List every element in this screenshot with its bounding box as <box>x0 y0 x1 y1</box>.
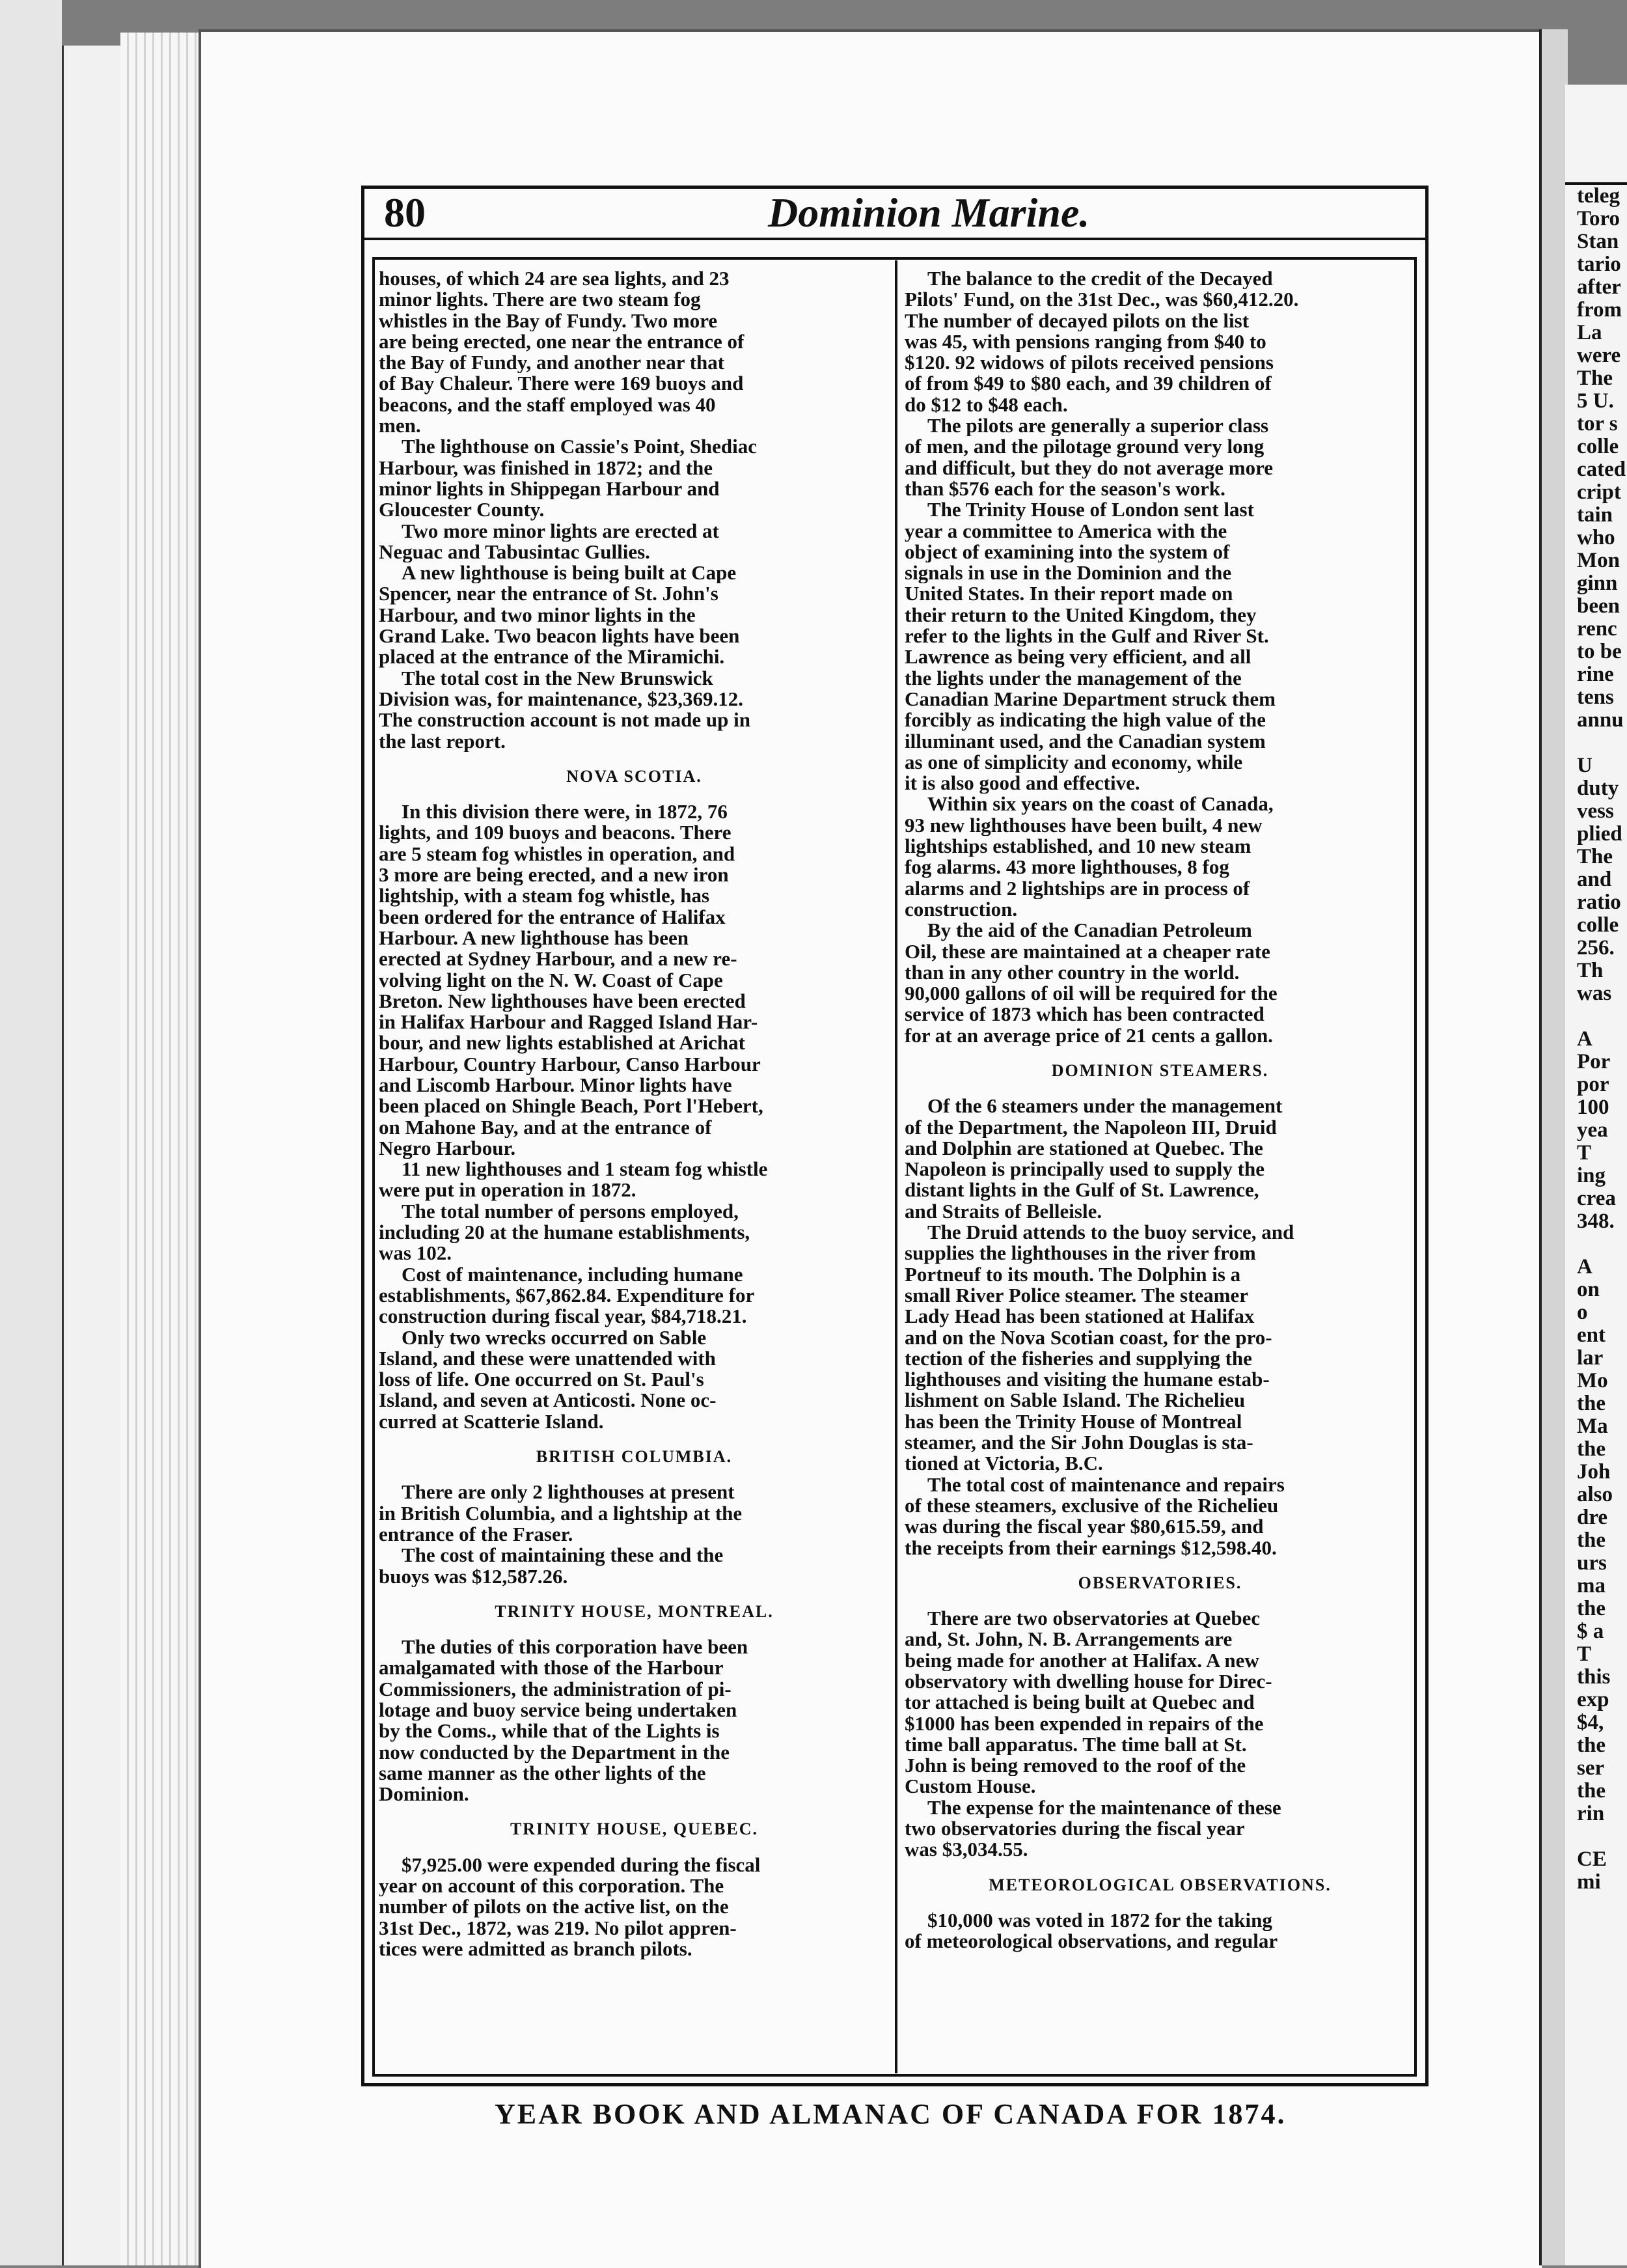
text-line: to be <box>1577 641 1622 663</box>
text-line: mi <box>1577 1871 1601 1894</box>
text-line: U <box>1577 754 1593 777</box>
text-line: In this division there were, in 1872, 76 <box>402 801 728 823</box>
text-line: and Straits of Belleisle. <box>905 1200 1102 1223</box>
text-line: distant lights in the Gulf of St. Lawrence, <box>905 1180 1259 1201</box>
text-line: tario <box>1577 253 1621 276</box>
text-line: minor lights. There are two steam fog <box>379 289 701 311</box>
text-line: lar <box>1577 1347 1604 1370</box>
text-line: and Dolphin are stationed at Quebec. The <box>905 1137 1263 1159</box>
text-line: the <box>1577 1438 1606 1461</box>
text-line <box>1565 1233 1627 1256</box>
text-line: of Bay Chaleur. There were 169 buoys and <box>379 373 744 394</box>
text-line: 5 U. <box>1577 390 1614 413</box>
text-line: tices were admitted as branch pilots. <box>379 1938 692 1960</box>
text-line: Lawrence as being very efficient, and all <box>905 646 1251 668</box>
text-line: $1000 has been expended in repairs of the <box>905 1713 1264 1734</box>
text-line: Grand Lake. Two beacon lights have been <box>379 626 740 647</box>
text-line: of meteorological observations, and regular <box>905 1931 1278 1952</box>
text-line: year on account of this corporation. The <box>379 1875 724 1897</box>
text-line: of men, and the pilotage ground very long <box>905 436 1265 458</box>
text-line: by the Coms., while that of the Lights is <box>379 1721 720 1742</box>
text-line: Within six years on the coast of Canada, <box>927 794 1274 815</box>
text-line: The cost of maintaining these and the <box>402 1545 724 1566</box>
facing-page-text <box>1565 182 1627 2203</box>
text-line: 100 <box>1577 1096 1609 1119</box>
text-line: yea <box>1577 1119 1608 1142</box>
text-line: Gloucester County. <box>379 499 545 521</box>
text-line: beacons, and the staff employed was 40 <box>379 394 716 416</box>
text-line: been <box>1577 595 1620 618</box>
text-line: now conducted by the Department in the <box>379 1741 730 1763</box>
text-line: Dominion. <box>379 1784 469 1805</box>
text-line: houses, of which 24 are sea lights, and 23 <box>379 268 730 290</box>
text-line: Napoleon is principally used to supply the <box>905 1159 1265 1180</box>
text-line: 11 new lighthouses and 1 steam fog whistle <box>402 1159 768 1180</box>
text-line: two observatories during the fiscal year <box>905 1818 1245 1840</box>
text-line: the <box>1577 1780 1606 1803</box>
text-line: Lady Head has been stationed at Halifax <box>905 1306 1255 1327</box>
line-spacer <box>898 1594 1415 1608</box>
text-line <box>1565 732 1627 754</box>
line-spacer <box>898 1860 1415 1875</box>
text-line: were put in operation in 1872. <box>379 1180 636 1201</box>
text-line: signals in use in the Dominion and the <box>905 562 1232 584</box>
text-line: the <box>1577 1392 1606 1415</box>
text-line: The lighthouse on Cassie's Point, Shediac <box>402 436 758 458</box>
text-line: construction during fiscal year, $84,718.21. <box>379 1306 747 1327</box>
text-line: also <box>1577 1484 1613 1506</box>
text-line: men. <box>379 415 421 437</box>
text-line: cript <box>1577 481 1621 504</box>
text-line: forcibly as indicating the high value of the <box>905 710 1266 731</box>
text-line: 93 new lighthouses have been built, 4 new <box>905 814 1263 837</box>
line-spacer <box>898 1046 1415 1060</box>
text-line: The number of decayed pilots on the list <box>905 310 1250 331</box>
book-cover-edge <box>62 46 122 2265</box>
text-line: ing <box>1577 1165 1606 1187</box>
text-line: and <box>1577 868 1612 891</box>
text-line: lights, and 109 buoys and beacons. There <box>379 822 731 844</box>
text-line: being made for another at Halifax. A new <box>905 1650 1259 1671</box>
text-line: bour, and new lights established at Arichat <box>379 1032 745 1054</box>
text-line: rin <box>1577 1803 1605 1825</box>
text-line: Pilots' Fund, on the 31st Dec., was $60,412.20. <box>905 289 1299 311</box>
text-line: object of examining into the system of <box>905 541 1230 563</box>
text-line: The total cost in the New Brunswick <box>402 667 713 689</box>
text-line: ma <box>1577 1575 1606 1597</box>
text-line: Division was, for maintenance, $23,369.12. <box>379 688 744 710</box>
line-spacer <box>372 1432 890 1446</box>
text-line: the <box>1577 1734 1606 1757</box>
line-spacer <box>372 1622 890 1637</box>
text-line: and difficult, but they do not average more <box>905 457 1274 478</box>
text-line: Mon <box>1577 549 1620 572</box>
text-line: Oil, these are maintained at a cheaper rate <box>905 941 1270 962</box>
text-line: time ball apparatus. The time ball at St. <box>905 1734 1247 1756</box>
text-line: Island, and seven at Anticosti. None oc- <box>379 1390 717 1411</box>
text-line: A <box>1577 1256 1593 1279</box>
text-line: Cost of maintenance, including humane <box>402 1264 743 1285</box>
section-heading: DOMINION STEAMERS. <box>1051 1060 1269 1080</box>
text-line: in British Columbia, and a lightship at the <box>379 1502 743 1524</box>
text-line: are being erected, one near the entrance of <box>379 331 745 353</box>
text-line: ser <box>1577 1757 1605 1780</box>
text-line: Toro <box>1577 208 1620 230</box>
section-heading: BRITISH COLUMBIA. <box>536 1447 733 1467</box>
text-column-left <box>372 268 890 1959</box>
text-line <box>1565 1825 1627 1848</box>
text-line: Portneuf to its mouth. The Dolphin is a <box>905 1264 1241 1285</box>
text-line: after <box>1577 276 1621 299</box>
text-line: as one of simplicity and economy, while <box>905 751 1243 773</box>
text-line: Negro Harbour. <box>379 1137 516 1159</box>
text-line: $4, <box>1577 1711 1604 1734</box>
text-line: lightships established, and 10 new steam <box>905 836 1251 857</box>
text-line: entrance of the Fraser. <box>379 1523 573 1545</box>
section-heading: METEOROLOGICAL OBSERVATIONS. <box>989 1875 1332 1894</box>
text-line: colle <box>1577 436 1619 458</box>
text-line: crea <box>1577 1187 1616 1210</box>
text-line: lighthouses and visiting the humane estab- <box>905 1369 1270 1390</box>
text-line: the <box>1577 1529 1606 1552</box>
text-line: are 5 steam fog whistles in operation, and <box>379 843 735 865</box>
text-line: year a committee to America with the <box>905 520 1227 542</box>
text-line: lishment on Sable Island. The Richelieu <box>905 1390 1246 1411</box>
text-line: A <box>1577 1028 1593 1051</box>
text-line: Custom House. <box>905 1776 1036 1797</box>
text-line: dre <box>1577 1506 1608 1529</box>
text-line: Ma <box>1577 1415 1608 1438</box>
text-line: has been the Trinity House of Montreal <box>905 1411 1242 1433</box>
text-line: Harbour. A new lighthouse has been <box>379 927 689 949</box>
text-line: was 102. <box>379 1243 452 1264</box>
section-heading: OBSERVATORIES. <box>1078 1573 1242 1592</box>
text-line: than $576 each for the season's work. <box>905 478 1225 500</box>
text-line: The <box>1577 367 1613 390</box>
text-line: construction. <box>905 898 1018 920</box>
text-line: same manner as the other lights of the <box>379 1762 706 1784</box>
book-gutter <box>1539 29 1568 2265</box>
text-line: plied <box>1577 823 1622 846</box>
text-line: establishments, $67,862.84. Expenditure for <box>379 1284 755 1307</box>
text-line: tioned at Victoria, B.C. <box>905 1453 1103 1474</box>
text-line: who <box>1577 527 1615 549</box>
line-spacer <box>372 752 890 766</box>
text-line: lotage and buoy service being undertaken <box>379 1700 737 1721</box>
text-line: the <box>1577 1597 1606 1620</box>
text-line: John is being removed to the roof of the <box>905 1755 1246 1777</box>
text-line: and Liscomb Harbour. Minor lights have <box>379 1074 732 1096</box>
line-spacer <box>372 787 890 801</box>
text-line: Island, and these were unattended with <box>379 1348 716 1370</box>
scan-left-margin <box>0 0 62 2265</box>
text-line: curred at Scatterie Island. <box>379 1411 604 1433</box>
text-line: been ordered for the entrance of Halifax <box>379 906 726 928</box>
text-line: of the Department, the Napoleon III, Druid <box>905 1116 1277 1138</box>
text-line: Harbour, and two minor lights in the <box>379 604 696 626</box>
text-line: colle <box>1577 914 1619 937</box>
text-line: Joh <box>1577 1461 1611 1484</box>
text-line: Canadian Marine Department struck them <box>905 688 1276 710</box>
text-line: duty <box>1577 777 1619 800</box>
text-line: including 20 at the humane establishments, <box>379 1222 750 1243</box>
text-line: illuminant used, and the Canadian system <box>905 730 1266 752</box>
section-heading: NOVA SCOTIA. <box>566 766 702 786</box>
text-line: was during the fiscal year $80,615.59, and <box>905 1516 1264 1538</box>
text-line: $10,000 was voted in 1872 for the taking <box>927 1909 1272 1931</box>
text-line: on <box>1577 1279 1600 1301</box>
text-line: By the aid of the Canadian Petroleum <box>927 920 1252 941</box>
text-line: this <box>1577 1666 1611 1689</box>
text-line: was 45, with pensions ranging from $40 to <box>905 331 1266 353</box>
text-line: vess <box>1577 800 1614 823</box>
column-divider <box>895 260 897 2073</box>
text-line: erected at Sydney Harbour, and a new re- <box>379 948 737 970</box>
text-line: placed at the entrance of the Miramichi. <box>379 646 725 668</box>
text-line: ratio <box>1577 891 1621 914</box>
text-line: buoys was $12,587.26. <box>379 1566 568 1587</box>
text-line: $120. 92 widows of pilots received pensions <box>905 352 1274 374</box>
page-footer: YEAR BOOK AND ALMANAC OF CANADA FOR 1874. <box>495 2098 1287 2130</box>
text-line: The duties of this corporation have been <box>402 1637 748 1658</box>
text-line: the Bay of Fundy, and another near that <box>379 352 725 374</box>
text-line: Harbour, was finished in 1872; and the <box>379 457 713 478</box>
section-heading: TRINITY HOUSE, QUEBEC. <box>510 1819 759 1839</box>
text-line: $7,925.00 were expended during the fiscal <box>402 1854 761 1876</box>
text-line: Spencer, near the entrance of St. John's <box>379 583 718 605</box>
text-line: The pilots are generally a superior class <box>927 415 1269 437</box>
text-line: United States. In their report made on <box>905 583 1233 605</box>
section-heading: TRINITY HOUSE, MONTREAL. <box>495 1601 774 1621</box>
text-line: The balance to the credit of the Decayed <box>927 268 1273 290</box>
text-line: 31st Dec., 1872, was 219. No pilot appren- <box>379 1917 737 1939</box>
text-line: for at an average price of 21 cents a gallon. <box>905 1025 1273 1046</box>
text-line: in Halifax Harbour and Ragged Island Har- <box>379 1012 758 1033</box>
text-line: cated <box>1577 458 1626 481</box>
text-line: lightship, with a steam fog whistle, has <box>379 885 710 907</box>
text-line: Two more minor lights are erected at <box>402 520 719 542</box>
line-spacer <box>372 1840 890 1855</box>
line-spacer <box>898 1081 1415 1096</box>
text-line: por <box>1577 1073 1609 1096</box>
text-line: Harbour, Country Harbour, Canso Harbour <box>379 1053 761 1075</box>
text-line: than in any other country in the world. <box>905 961 1240 984</box>
text-line: the lights under the management of the <box>905 667 1242 689</box>
text-line: tain <box>1577 504 1613 527</box>
text-line: ginn <box>1577 572 1618 595</box>
text-line: There are two observatories at Quebec <box>927 1608 1261 1629</box>
text-line: tor s <box>1577 413 1618 436</box>
text-line: Stan <box>1577 230 1619 253</box>
text-line: rine <box>1577 663 1614 686</box>
text-line: Breton. New lighthouses have been erected <box>379 990 746 1012</box>
text-line: 90,000 gallons of oil will be required for the <box>905 983 1278 1004</box>
text-line: ent <box>1577 1324 1606 1347</box>
text-line: from <box>1577 299 1622 322</box>
text-line: Neguac and Tabusintac Gullies. <box>379 541 650 563</box>
text-line: do $12 to $48 each. <box>905 394 1068 416</box>
text-line: was <box>1577 982 1612 1005</box>
text-line <box>1565 1005 1627 1028</box>
text-line: the receipts from their earnings $12,598.40. <box>905 1537 1277 1558</box>
text-line: it is also good and effective. <box>905 773 1140 794</box>
page-stack-edges <box>120 33 198 2265</box>
text-line: and on the Nova Scotian coast, for the pro- <box>905 1327 1272 1348</box>
text-line: alarms and 2 lightships are in process of <box>905 878 1250 899</box>
text-line: 348. <box>1577 1210 1615 1233</box>
text-line: and, St. John, N. B. Arrangements are <box>905 1629 1233 1650</box>
text-line: service of 1873 which has been contracted <box>905 1004 1265 1025</box>
text-line: There are only 2 lighthouses at present <box>402 1482 735 1503</box>
text-line: amalgamated with those of the Harbour <box>379 1657 724 1679</box>
text-line: The construction account is not made up in <box>379 710 750 731</box>
text-line: volving light on the N. W. Coast of Cape <box>379 969 723 991</box>
text-line: annu <box>1577 709 1624 732</box>
text-line: urs <box>1577 1552 1607 1575</box>
text-line: refer to the lights in the Gulf and River St. <box>905 626 1269 647</box>
text-line: The <box>1577 846 1613 868</box>
text-line: tor attached is being built at Quebec and <box>905 1692 1255 1713</box>
text-line: observatory with dwelling house for Direc- <box>905 1671 1272 1693</box>
text-line: on Mahone Bay, and at the entrance of <box>379 1116 712 1138</box>
text-line: The expense for the maintenance of these <box>927 1797 1281 1819</box>
text-line: o <box>1577 1301 1588 1324</box>
text-line: A new lighthouse is being built at Cape <box>402 562 737 584</box>
text-column-right <box>898 268 1415 1952</box>
page-number: 80 <box>384 189 426 236</box>
facing-page-fragment <box>1565 85 1627 2265</box>
text-line: tens <box>1577 686 1614 709</box>
text-line: steamer, and the Sir John Douglas is sta- <box>905 1432 1253 1454</box>
text-line: supplies the lighthouses in the river from <box>905 1243 1256 1264</box>
text-line: CE <box>1577 1848 1607 1871</box>
text-line: the last report. <box>379 730 506 752</box>
text-line: minor lights in Shippegan Harbour and <box>379 478 720 500</box>
text-line: of these steamers, exclusive of the Richelieu <box>905 1495 1279 1517</box>
line-spacer <box>898 1896 1415 1910</box>
line-spacer <box>372 1805 890 1819</box>
line-spacer <box>372 1587 890 1601</box>
text-line: T <box>1577 1142 1592 1165</box>
text-line: 256. <box>1577 937 1615 960</box>
text-line: teleg <box>1577 185 1620 208</box>
text-line: Commissioners, the administration of pi- <box>379 1678 731 1700</box>
line-spacer <box>372 1467 890 1482</box>
text-line: their return to the United Kingdom, they <box>905 604 1257 626</box>
text-line: T <box>1577 1643 1592 1666</box>
text-line: $ a <box>1577 1620 1604 1643</box>
text-line: 3 more are being erected, and a new iron <box>379 864 729 886</box>
text-line: The Druid attends to the buoy service, and <box>927 1222 1294 1243</box>
text-line: Of the 6 steamers under the management <box>927 1096 1283 1117</box>
text-line: Por <box>1577 1051 1611 1073</box>
text-line: Mo <box>1577 1370 1608 1392</box>
text-line: The total number of persons employed, <box>402 1200 739 1223</box>
running-head: Dominion Marine. <box>768 189 1090 236</box>
text-line: were <box>1577 344 1621 367</box>
text-line: small River Police steamer. The steamer <box>905 1284 1248 1307</box>
text-line: whistles in the Bay of Fundy. Two more <box>379 310 718 331</box>
text-line: Th <box>1577 960 1604 982</box>
text-line: exp <box>1577 1689 1609 1711</box>
text-line: La <box>1577 322 1602 344</box>
text-line: fog alarms. 43 more lighthouses, 8 fog <box>905 857 1229 878</box>
text-line: number of pilots on the active list, on the <box>379 1896 729 1918</box>
text-line: loss of life. One occurred on St. Paul's <box>379 1369 704 1390</box>
text-line: tection of the fisheries and supplying the <box>905 1348 1252 1370</box>
text-line: of from $49 to $80 each, and 39 children of <box>905 373 1272 394</box>
header-rule <box>364 238 1425 240</box>
text-line: The total cost of maintenance and repairs <box>927 1474 1285 1495</box>
text-line: Only two wrecks occurred on Sable <box>402 1327 707 1348</box>
text-line: been placed on Shingle Beach, Port l'Hebert, <box>379 1096 763 1117</box>
line-spacer <box>898 1558 1415 1573</box>
text-line: renc <box>1577 618 1617 641</box>
text-line: was $3,034.55. <box>905 1839 1028 1860</box>
text-line: The Trinity House of London sent last <box>927 499 1254 521</box>
